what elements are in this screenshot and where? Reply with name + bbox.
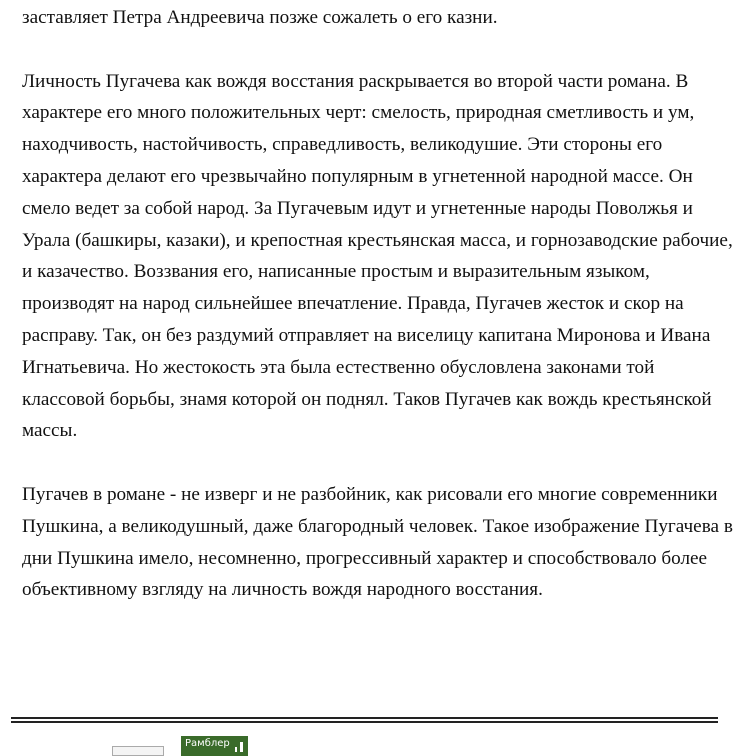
bar-chart-icon — [240, 742, 243, 752]
paragraph: заставляет Петра Андреевича позже сожалеть о его казни. — [22, 7, 498, 28]
rambler-counter-badge[interactable] — [181, 736, 248, 756]
hit-counter-badge[interactable] — [112, 746, 164, 756]
divider — [11, 721, 718, 723]
rambler-label: Рамблер — [185, 738, 230, 749]
paragraph: Пугачев в романе - не изверг и не разбойник, как рисовали его многие современники Пушкина, а великодушный, даже благородный человек. Такое изображение Пугачева в дни Пушкина имело, несомненно, прогрессивный характер и способствовало более объективному взгляду на личность вождя народного восстания. — [22, 483, 733, 601]
paragraph: Личность Пугачева как вождя восстания раскрывается во второй части романа. В характере его много положительных черт: смелость, природная сметливость и ум, находчивость, настойчивость, справедливость, великодушие. Эти стороны его характера делают его чрезвычайно популярным в угнетенной народной массе. Он смело ведет за собой народ. За Пугачевым идут и угнетенные народы Поволжья и Урала (башкиры, казаки), и крепостная крестьянская масса, и горнозаводские рабочие, и казачество. Воззвания его, написанные простым и выразительным языком, производят на народ сильнейшее впечатление. Правда, Пугачев жесток и скор на расправу. Так, он без раздумий отправляет на виселицу капитана Миронова и Ивана Игнатьевича. Но жестокость эта была естественно обусловлена законами той классовой борьбы, знамя которой он поднял. Таков Пугачев как вождь крестьянской массы. — [22, 70, 733, 442]
article-text — [22, 2, 737, 638]
divider — [11, 717, 718, 719]
